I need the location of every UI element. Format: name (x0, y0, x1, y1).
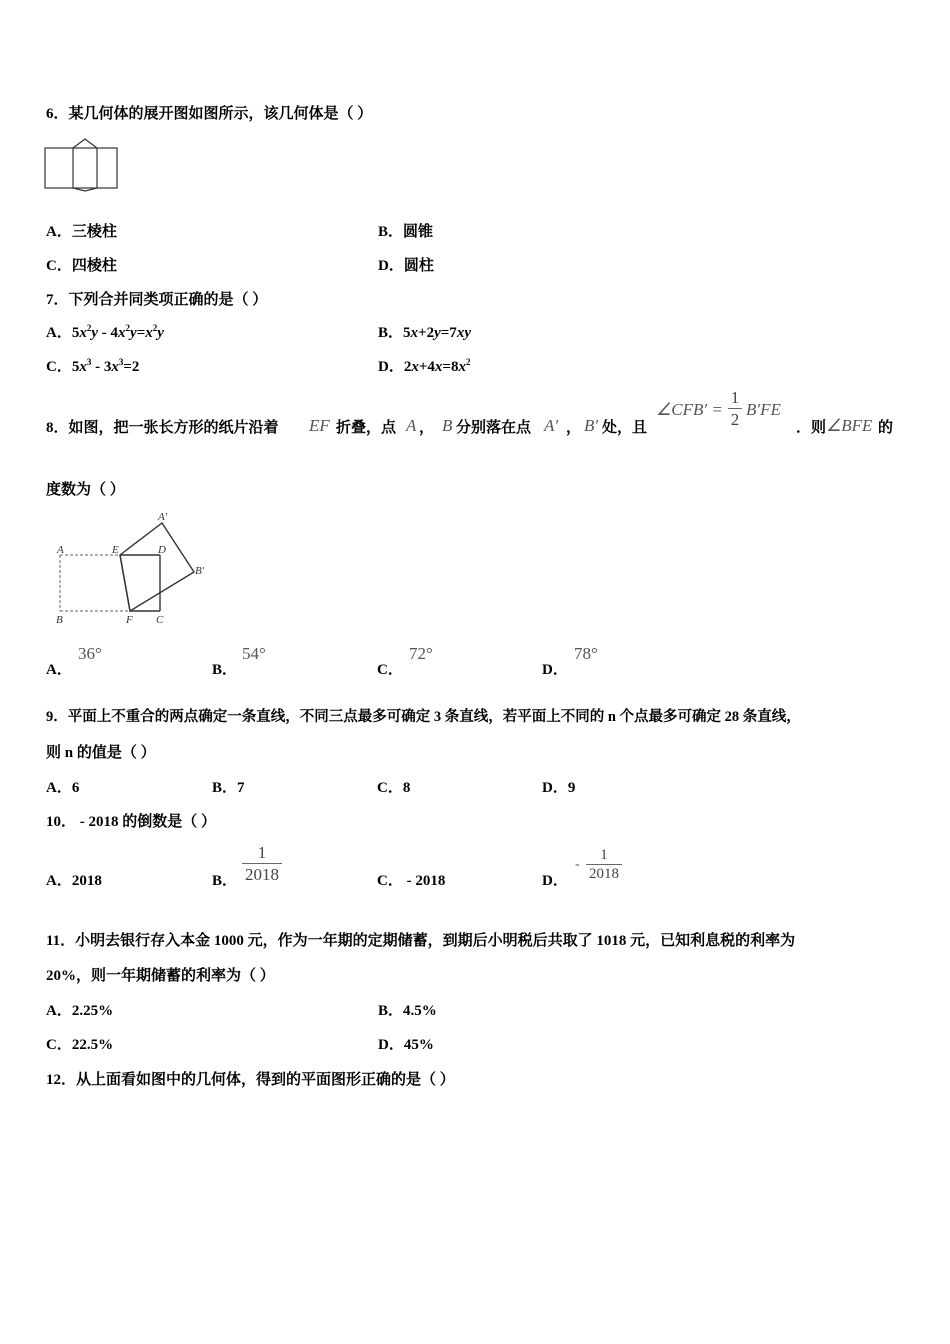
q10-stem: 10． - 2018 的倒数是（ ） (46, 814, 216, 830)
q9-option-d[interactable]: D．9 (542, 780, 576, 796)
q8-angle-lhs: ∠CFB′ = (656, 400, 723, 419)
q6-stem: 6．某几何体的展开图如图所示，该几何体是（ ） (46, 106, 373, 122)
q8-comma1: ， (419, 420, 435, 436)
q8-label-d: D (158, 544, 166, 556)
q6-option-c[interactable]: C．四棱柱 (46, 258, 117, 274)
q10-option-c[interactable]: C． - 2018 (377, 873, 446, 889)
q8-label-b: B (56, 614, 63, 626)
q8-stem-f: 的 (878, 420, 894, 436)
q10-option-b[interactable]: B． (212, 873, 238, 889)
q11-option-a[interactable]: A．2.25% (46, 1003, 114, 1019)
q8-half-fraction: 1 2 (728, 388, 742, 431)
q9-stem-line2: 则 n 的值是（ ） (46, 745, 156, 761)
q8-comma2: ， (566, 420, 582, 436)
q8-label-a-prime: A′ (158, 511, 168, 523)
q8-ef: EF (309, 416, 330, 435)
q8-point-a: A (406, 416, 417, 435)
q9-stem-line1: 9．平面上不重合的两点确定一条直线，不同三点最多可确定 3 条直线，若平面上不同的 n 个点最多可确定 28 条直线， (46, 709, 801, 725)
q8-label-f: F (126, 614, 133, 626)
q8-fold-figure (50, 508, 220, 630)
q6-net-figure (44, 138, 120, 192)
q10-option-a[interactable]: A．2018 (46, 873, 102, 889)
q7-option-d[interactable]: D．$2x+4x=8x^2$ (378, 357, 471, 375)
q9-option-b[interactable]: B．7 (212, 780, 245, 796)
q8-point-b: B (442, 416, 453, 435)
q8-option-c[interactable]: C． (377, 662, 403, 678)
q8-option-a-value: 36° (78, 644, 102, 663)
q8-option-b-value: 54° (242, 644, 266, 663)
q11-option-b[interactable]: B．4.5% (378, 1003, 437, 1019)
q8-point-b-prime: B′ (584, 416, 599, 435)
q6-option-b[interactable]: B．圆锥 (378, 224, 434, 240)
q8-label-e: E (112, 544, 119, 556)
q10-option-d[interactable]: D． (542, 873, 568, 889)
q8-option-a[interactable]: A． (46, 662, 72, 678)
q8-label-c: C (156, 614, 164, 626)
q11-option-d[interactable]: D．45% (378, 1037, 434, 1053)
q8-stem-b: 折叠，点 (336, 420, 397, 436)
q8-label-a: A (57, 544, 64, 556)
q9-option-c[interactable]: C．8 (377, 780, 411, 796)
q8-stem-line2: 度数为（ ） (46, 482, 125, 498)
q8-angle-bfe: ∠BFE (826, 416, 873, 435)
q11-stem-line2: 20%，则一年期储蓄的利率为（ ） (46, 968, 275, 984)
q8-stem-c: 分别落在点 (456, 420, 532, 436)
q6-option-a[interactable]: A．三棱柱 (46, 224, 117, 240)
q8-point-a-prime: A′ (544, 416, 559, 435)
q11-option-c[interactable]: C．22.5% (46, 1037, 114, 1053)
q11-stem-line1: 11．小明去银行存入本金 1000 元，作为一年期的定期储蓄，到期后小明税后共取了 1018 元，已知利息税的利率为 (46, 933, 796, 949)
q7-stem: 7．下列合并同类项正确的是（ ） (46, 292, 268, 308)
q8-option-c-value: 72° (409, 644, 433, 663)
q8-stem-d: 处，且 (602, 420, 648, 436)
q8-label-b-prime: B′ (195, 565, 205, 577)
q9-option-a[interactable]: A．6 (46, 780, 80, 796)
q8-stem-e: ．则 (796, 420, 827, 436)
q8-option-d-value: 78° (574, 644, 598, 663)
q7-option-c[interactable]: C．$5x^3 - 3x^3=2$ (46, 357, 140, 375)
q6-option-d[interactable]: D．圆柱 (378, 258, 434, 274)
q7-option-b[interactable]: B．5x+2y=7xy (378, 325, 471, 341)
q8-option-b[interactable]: B． (212, 662, 238, 678)
q7-option-a[interactable]: A．$5x^2y - 4x^2y=x^2y$ (46, 323, 164, 341)
q8-option-d[interactable]: D． (542, 662, 568, 678)
q8-angle-rhs: B′FE (746, 400, 781, 419)
q8-stem-a: 8．如图，把一张长方形的纸片沿着 (46, 420, 279, 436)
q10-option-d-sign: - (575, 857, 580, 872)
q10-option-d-fraction: 1 2018 (586, 847, 622, 884)
q12-stem: 12．从上面看如图中的几何体，得到的平面图形正确的是（ ） (46, 1072, 455, 1088)
q10-option-b-fraction: 1 2018 (242, 843, 282, 886)
